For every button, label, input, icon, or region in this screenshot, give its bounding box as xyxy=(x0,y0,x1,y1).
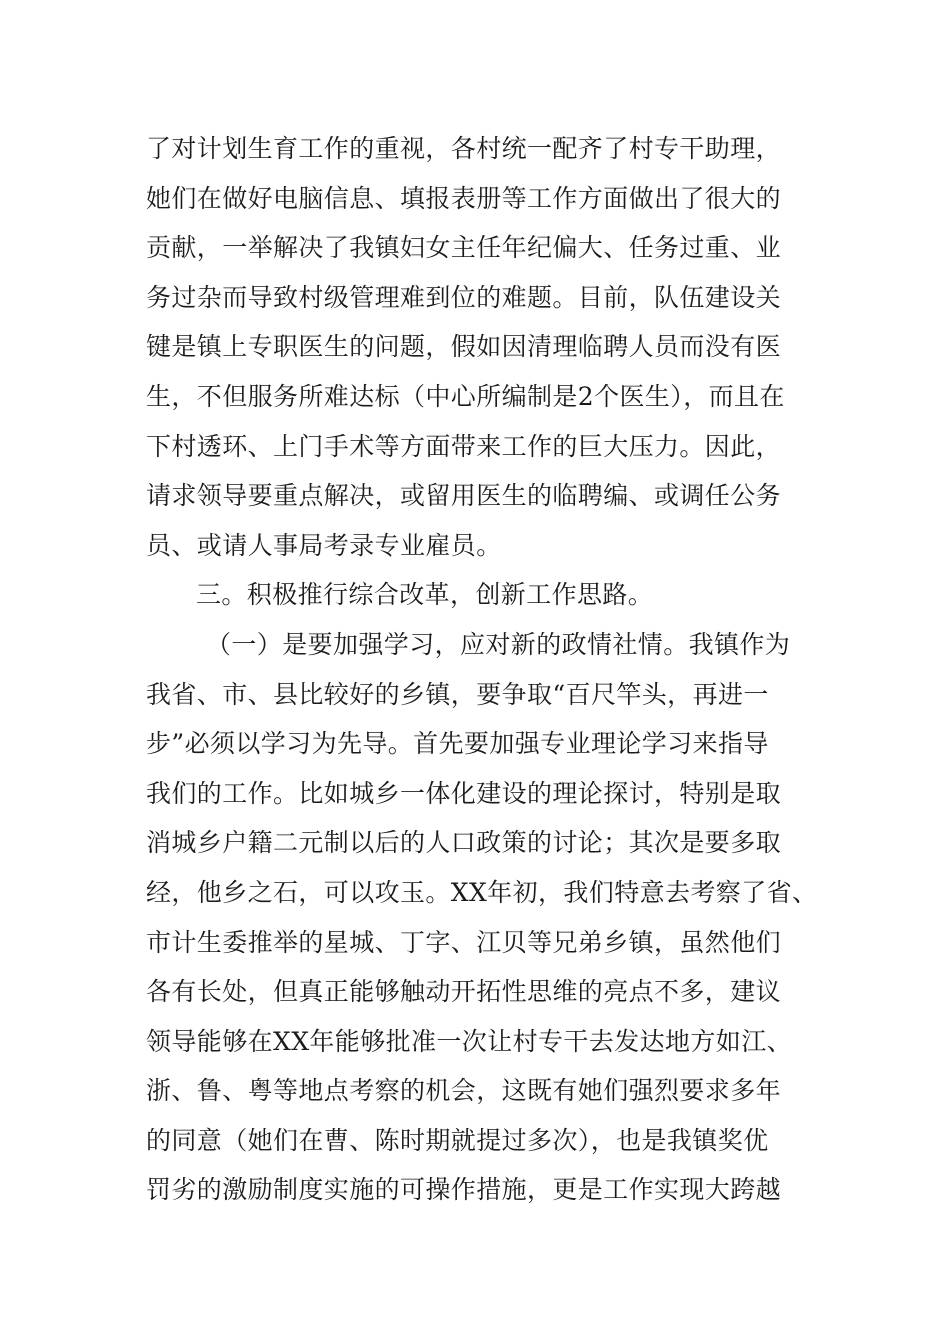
text-line-13: 步”必须以学习为先导。首先要加强专业理论学习来指导 xyxy=(146,729,769,759)
text-line-1: 了对计划生育工作的重视，各村统一配齐了村专干助理， xyxy=(146,134,782,163)
document-body xyxy=(146,124,826,1215)
text-line-21: 的同意（她们在曹、陈时期就提过多次），也是我镇奖优 xyxy=(146,1125,769,1155)
text-line-5: 键是镇上专职医生的问题，假如因清理临聘人员而没有医 xyxy=(146,332,782,362)
text-line-3: 贡献，一举解决了我镇妇女主任年纪偏大、任务过重、业 xyxy=(146,233,782,263)
text-line-15: 消城乡户籍二元制以后的人口政策的讨论；其次是要多取 xyxy=(146,828,782,858)
text-line-6: 生，不但服务所难达标（中心所编制是2个医生），而且在 xyxy=(146,381,785,411)
text-line-7: 下村透环、上门手术等方面带来工作的巨大压力。因此， xyxy=(146,431,782,461)
text-line-18: 各有长处，但真正能够触动开拓性思维的亮点不多，建议 xyxy=(146,977,782,1007)
text-line-9: 员、或请人事局考录专业雇员。 xyxy=(146,530,502,560)
text-line-16: 经，他乡之石，可以攻玉。XX年初，我们特意去考察了省、 xyxy=(146,877,818,907)
text-line-22: 罚劣的激励制度实施的可操作措施，更是工作实现大跨越 xyxy=(146,1175,782,1205)
text-line-17: 市计生委推举的星城、丁字、江贝等兄弟乡镇，虽然他们 xyxy=(146,927,782,957)
text-line-4: 务过杂而导致村级管理难到位的难题。目前，队伍建设关 xyxy=(146,282,782,312)
text-line-2: 她们在做好电脑信息、填报表册等工作方面做出了很大的 xyxy=(146,183,782,213)
section-heading: 三。积极推行综合改革，创新工作思路。 xyxy=(196,580,654,610)
text-line-14: 我们的工作。比如城乡一体化建设的理论探讨，特别是取 xyxy=(146,778,782,808)
text-line-20: 浙、鲁、粤等地点考察的机会，这既有她们强烈要求多年 xyxy=(146,1076,782,1106)
text-line-12: 我省、市、县比较好的乡镇，要争取“百尺竿头，再进一 xyxy=(146,679,769,709)
text-line-19: 领导能够在XX年能够批准一次让村专干去发达地方如江、 xyxy=(146,1026,792,1056)
text-line-8: 请求领导要重点解决，或留用医生的临聘编、或调任公务 xyxy=(146,481,782,511)
text-line-11: （一）是要加强学习，应对新的政情社情。我镇作为 xyxy=(206,629,791,659)
